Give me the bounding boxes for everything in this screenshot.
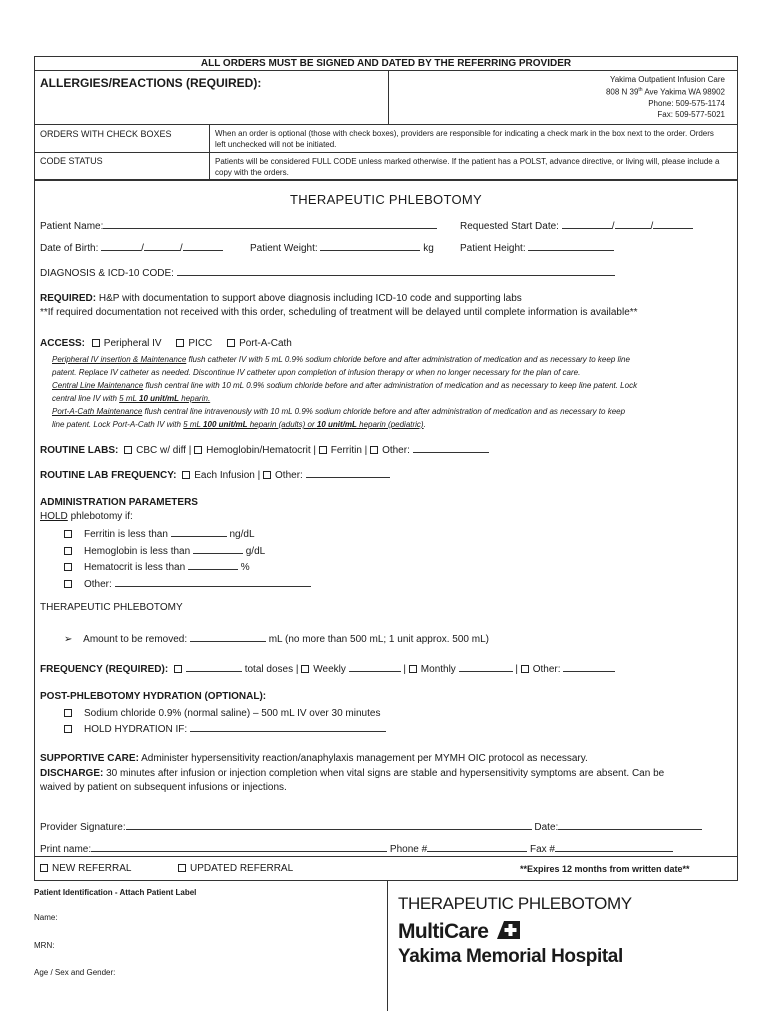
frequency-monthly[interactable]: Monthly (409, 664, 513, 675)
access-option-port-a-cath[interactable]: Port-A-Cath (227, 338, 292, 349)
fax-field[interactable] (555, 841, 673, 852)
frequency-total-doses[interactable]: total doses (174, 664, 293, 675)
required-note: **If required documentation not received with this order, scheduling of treatment will be delayed until complete information is available** (40, 307, 638, 318)
divider (34, 124, 738, 125)
checkbox[interactable] (64, 530, 72, 538)
allergies-label: ALLERGIES/REACTIONS (REQUIRED): (40, 76, 262, 90)
patient-name-row: Patient Name: (40, 218, 437, 232)
code-status-label: CODE STATUS (40, 156, 103, 166)
hold-hydration-field[interactable] (190, 721, 386, 732)
discharge-line-2: waived by patient on subsequent infusions or injections. (40, 782, 287, 793)
checkbox[interactable] (301, 665, 309, 673)
weight-row: Patient Weight: kg (250, 240, 434, 254)
checkbox[interactable] (521, 665, 529, 673)
hold-item-ferritin[interactable]: Ferritin is less than ng/dL (64, 526, 311, 543)
patient-id-label: Patient Identification - Attach Patient Label (34, 888, 197, 897)
hemoglobin-value-field[interactable] (193, 543, 243, 554)
frequency-other[interactable]: Other: (521, 664, 616, 675)
patient-label-mrn: MRN: (34, 941, 55, 950)
form-title: THERAPEUTIC PHLEBOTOMY (289, 192, 482, 207)
signature-row: Provider Signature: Date: (40, 819, 702, 833)
piv-line-1: Peripheral IV insertion & Maintenance flush catheter IV with 5 mL 0.9% sodium chloride before and after administration of medication and as necessary to keep line (52, 355, 630, 364)
banner-text: ALL ORDERS MUST BE SIGNED AND DATED BY THE REFERRING PROVIDER (200, 58, 572, 69)
hold-item-hematocrit[interactable]: Hematocrit is less than % (64, 559, 311, 576)
checkbox[interactable] (64, 709, 72, 717)
start-month-field[interactable] (562, 218, 612, 229)
checkbox[interactable] (178, 864, 186, 872)
supportive-discharge-block (40, 752, 730, 796)
phone-field[interactable] (427, 841, 527, 852)
discharge-line-1: DISCHARGE: 30 minutes after infusion or injection completion when vital signs are stable and hypersensitivity symptoms are absent. Can be (40, 767, 665, 779)
cl-line-2: central line IV with 5 mL 10 unit/mL heparin. (52, 394, 211, 403)
checkbox[interactable] (409, 665, 417, 673)
divider (34, 856, 738, 857)
hold-parameters-list (64, 526, 311, 592)
amount-field[interactable] (190, 631, 266, 642)
amount-row: ➢ Amount to be removed: mL (no more than 500 mL; 1 unit approx. 500 mL) (64, 631, 489, 645)
requested-start-row: Requested Start Date: / / (460, 218, 693, 232)
weight-field[interactable] (320, 240, 420, 251)
checkbox[interactable] (64, 563, 72, 571)
start-day-field[interactable] (615, 218, 651, 229)
access-option-peripheral-iv[interactable]: Peripheral IV (92, 338, 162, 349)
height-row: Patient Height: (460, 240, 614, 254)
footer-doc-title: THERAPEUTIC PHLEBOTOMY (398, 894, 632, 913)
new-referral-option[interactable]: NEW REFERRAL (40, 863, 131, 874)
diagnosis-row: DIAGNOSIS & ICD-10 CODE: (40, 265, 615, 279)
divider (34, 152, 738, 153)
routine-labs-row: ROUTINE LABS: CBC w/ diff | Hemoglobin/Hematocrit | Ferritin | Other: (40, 442, 489, 456)
facility-name: Yakima Outpatient Infusion Care (609, 75, 725, 84)
hydration-options (64, 706, 386, 737)
admin-params-label: ADMINISTRATION PARAMETERS (40, 497, 198, 508)
hydration-option-saline[interactable]: Sodium chloride 0.9% (normal saline) – 500 mL IV over 30 minutes (64, 706, 386, 721)
checkbox[interactable] (194, 446, 202, 454)
facility-address (395, 74, 725, 120)
patient-name-field[interactable] (103, 218, 437, 229)
checkbox[interactable] (370, 446, 378, 454)
frequency-row: FREQUENCY (REQUIRED): total doses | Weekly | Monthly | Other: (40, 661, 615, 675)
checkbox[interactable] (227, 339, 235, 347)
frequency-other-field[interactable] (563, 661, 615, 672)
divider (388, 70, 389, 125)
facility-street: 808 N 39th Ave Yakima WA 98902 (605, 87, 725, 97)
patient-label-age-sex: Age / Sex and Gender: (34, 968, 116, 977)
signature-date-field[interactable] (558, 819, 702, 830)
brand-name: MultiCare (398, 920, 489, 943)
hospital-name: Yakima Memorial Hospital (398, 946, 623, 967)
multicare-cross-icon (495, 920, 521, 940)
lab-other-field[interactable] (413, 442, 489, 453)
height-field[interactable] (528, 240, 614, 251)
patient-label-name: Name: (34, 913, 58, 922)
lab-frequency-other[interactable]: Other: (263, 470, 303, 481)
total-doses-field[interactable] (186, 661, 242, 672)
therapeutic-label: THERAPEUTIC PHLEBOTOMY (40, 602, 183, 613)
weekly-field[interactable] (349, 661, 401, 672)
multicare-logo (398, 920, 521, 944)
lab-option-hgb-hct[interactable]: Hemoglobin/Hematocrit (194, 445, 311, 456)
hold-item-hemoglobin[interactable]: Hemoglobin is less than g/dL (64, 543, 311, 560)
hydration-option-hold[interactable]: HOLD HYDRATION IF: (64, 721, 386, 737)
lab-frequency-each-infusion[interactable]: Each Infusion (182, 470, 255, 481)
dob-year-field[interactable] (183, 240, 223, 251)
check-boxes-text: When an order is optional (those with check boxes), providers are responsible for indicating a check mark in the box next to the order. Orders left unchecked will not be initiated. (215, 129, 714, 149)
pac-line-2: line patent. Lock Port-A-Cath IV with 5 mL 100 unit/mL heparin (adults) or 10 unit/mL heparin (pediatric). (52, 420, 426, 429)
facility-phone: Phone: 509-575-1174 (648, 98, 725, 108)
divider (34, 70, 738, 71)
checkbox[interactable] (263, 471, 271, 479)
hydration-label: POST-PHLEBOTOMY HYDRATION (OPTIONAL): (40, 691, 267, 702)
arrow-icon: ➢ (64, 634, 73, 645)
dob-month-field[interactable] (101, 240, 141, 251)
divider (387, 881, 388, 1011)
access-row: ACCESS: Peripheral IV PICC Port-A-Cath (40, 338, 292, 349)
cl-line-1: Central Line Maintenance flush central line with 10 mL 0.9% sodium chloride before and after administration of medication and as necessary to keep line patent. Lock (52, 381, 638, 390)
lab-frequency-other-field[interactable] (306, 467, 390, 478)
diagnosis-field[interactable] (177, 265, 615, 276)
checkbox[interactable] (176, 339, 184, 347)
checkbox[interactable] (182, 471, 190, 479)
check-boxes-label: ORDERS WITH CHECK BOXES (40, 129, 172, 139)
frequency-weekly[interactable]: Weekly (301, 664, 400, 675)
pac-line-1: Port-A-Cath Maintenance flush central line intravenously with 10 mL 0.9% sodium chloride before and after administration of medication and as necessary to keep (52, 407, 626, 416)
hematocrit-value-field[interactable] (188, 559, 238, 570)
checkbox[interactable] (124, 446, 132, 454)
access-option-picc[interactable]: PICC (176, 338, 212, 349)
facility-fax: Fax: 509-577-5021 (657, 109, 725, 119)
checkbox[interactable] (92, 339, 100, 347)
checkbox[interactable] (64, 580, 72, 588)
start-year-field[interactable] (653, 218, 693, 229)
monthly-field[interactable] (459, 661, 513, 672)
hold-item-other[interactable]: Other: (64, 576, 311, 593)
ferritin-value-field[interactable] (171, 526, 227, 537)
code-status-text: Patients will be considered FULL CODE unless marked otherwise. If the patient has a POLST, advance directive, or living will, please include a copy with the orders. (215, 157, 720, 177)
access-instructions (52, 353, 732, 431)
lab-option-cbc[interactable]: CBC w/ diff (124, 445, 186, 456)
lab-option-ferritin[interactable]: Ferritin (319, 445, 362, 456)
dob-day-field[interactable] (144, 240, 180, 251)
checkbox[interactable] (174, 665, 182, 673)
hold-line: HOLD phlebotomy if: (40, 511, 133, 522)
expires-note: **Expires 12 months from written date** (520, 864, 690, 874)
checkbox[interactable] (64, 547, 72, 555)
dob-row: Date of Birth: / / (40, 240, 223, 254)
checkbox[interactable] (40, 864, 48, 872)
lab-option-other[interactable]: Other: (370, 445, 410, 456)
checkbox[interactable] (64, 725, 72, 733)
provider-signature-field[interactable] (126, 819, 532, 830)
hold-other-field[interactable] (115, 576, 311, 587)
piv-line-2: patent. Replace IV catheter as needed. Discontinue IV catheter upon completion of infusion therapy or when no longer necessary for the plan of care. (52, 368, 581, 377)
required-line: REQUIRED: H&P with documentation to support above diagnosis including ICD-10 code and supporting labs (40, 293, 522, 304)
checkbox[interactable] (319, 446, 327, 454)
print-name-row: Print name: Phone # Fax # (40, 841, 673, 855)
supportive-care-line: SUPPORTIVE CARE: Administer hypersensitivity reaction/anaphylaxis management per MYMH OIC protocol as necessary. (40, 753, 588, 764)
print-name-field[interactable] (91, 841, 387, 852)
updated-referral-option[interactable]: UPDATED REFERRAL (178, 863, 293, 874)
lab-frequency-row: ROUTINE LAB FREQUENCY: Each Infusion | Other: (40, 467, 390, 481)
